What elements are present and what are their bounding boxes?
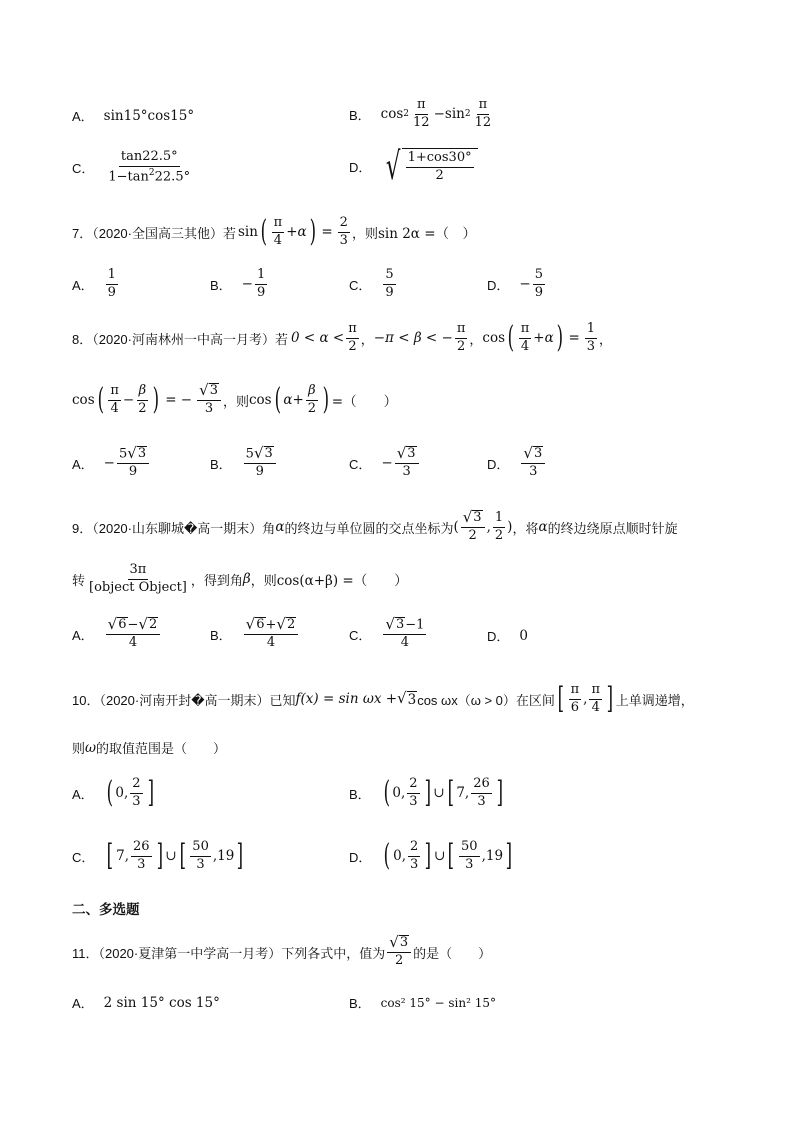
- section-heading: 二、多选题: [72, 902, 140, 917]
- q9-option-a[interactable]: A． √ 6 − √ 2 4: [72, 617, 162, 651]
- q9-option-c[interactable]: C． √ 3 −1 4: [349, 615, 425, 651]
- frac: $\frac{\pi}{12}$: [413, 97, 430, 130]
- q8-option-c[interactable]: C． − √ 3 3: [349, 446, 421, 480]
- q6-option-c[interactable]: C． $\frac{\tan 22.5^\circ}{1-\tan^222.5^\circ}$: [72, 149, 191, 185]
- q7-option-b[interactable]: B． − $\frac{1}{9}$: [210, 267, 266, 300]
- q9-stem-line2: 转 $\frac{3\pi}{\text{[object Object]}}$ ，得到角 β ，则 cos(α+β) =（ ）: [72, 562, 408, 595]
- q9-stem: 9．（2020·山东聊城�高一期末）角 α 的终边与单位圆的交点坐标为 ( √ 3 2 , $\frac{1}{2}$ ) ，将 α 的终边绕原点顺时针旋: [72, 508, 678, 544]
- q6-option-b[interactable]: B． cos 2 $\frac{\pi}{12}$ − sin 2 $\frac{\pi}{12}$: [349, 97, 492, 130]
- q11-stem: 11．（2020·夏津第一中学高一月考）下列各式中，值为 √ 3 2 的是（ ）: [72, 933, 492, 969]
- q10-option-d[interactable]: D． ( 0, $\frac{2}{3}$ ] ∪ [ $\frac{50}{3}$ ,19 ]: [349, 838, 513, 874]
- frac: $\frac{\tan 22.5^\circ}{1-\tan^222.5^\circ}$: [108, 149, 191, 185]
- q8-stem-line2: cos ( $\frac{\pi}{4}$ − $\frac{\beta}{2}$ ) = − √ 3 3 ，则 cos ( α + $\frac{\beta}{2}$ ) =（ ）: [72, 381, 398, 418]
- q10-option-c[interactable]: C． [ 7, $\frac{26}{3}$ ] ∪ [ $\frac{50}{3}$ ,19 ]: [72, 838, 244, 874]
- q9-option-d[interactable]: D． 0: [487, 627, 528, 644]
- q10-stem-line2: 则 ω 的取值范围是（ ）: [72, 739, 227, 756]
- q7-option-c[interactable]: C． $\frac{5}{9}$: [349, 267, 394, 300]
- q8-stem: 8．（2020·河南林州一中高一月考）若 0 < α < $\frac{\pi}{2}$ ， −π < β < − $\frac{\pi}{2}$ ， cos ( $\frac{\pi}{4}$ + α ) = $\frac{1}{3}$ ，: [72, 320, 613, 356]
- frac: $\frac{\pi}{12}$: [474, 97, 492, 130]
- q10-option-a[interactable]: A． ( 0, $\frac{2}{3}$ ]: [72, 775, 154, 811]
- q6-option-d[interactable]: D． √ $\frac{1+\cos 30^\circ}{2}$: [349, 148, 478, 184]
- q8-option-b[interactable]: B． 5 √ 3 9: [210, 446, 278, 480]
- q7-stem: 7．（2020·全国高三其他）若 sin ( $\frac{\pi}{4}$ + α ) = $\frac{2}{3}$ ，则 sin 2α =（ ）: [72, 214, 477, 250]
- q11-option-b[interactable]: B． cos² 15° − sin² 15°: [349, 995, 496, 1011]
- q10-option-b[interactable]: B． ( 0, $\frac{2}{3}$ ] ∪ [ 7, $\frac{26}{3}$ ]: [349, 775, 503, 811]
- q8-option-d[interactable]: D． √ 3 3: [487, 446, 547, 480]
- sqrt: √ $\frac{1+\cos 30^\circ}{2}$: [381, 148, 477, 184]
- q10-stem: 10．（2020·河南开封�高一期末）已知 f(x) = sin ωx + √ 3 cos ωx（ω > 0）在区间 [ $\frac{\pi}{6}$ , $\frac{\pi}{4}$ ] 上单调递增，: [72, 681, 694, 717]
- q11-option-a[interactable]: A． 2 sin 15° cos 15°: [72, 994, 220, 1011]
- q8-option-a[interactable]: A． − 5 √ 3 9: [72, 446, 151, 480]
- q6-option-a[interactable]: A． sin15°cos15°: [72, 107, 195, 124]
- q7-option-a[interactable]: A． $\frac{1}{9}$: [72, 267, 116, 300]
- q7-option-d[interactable]: D． − $\frac{5}{9}$: [487, 267, 543, 300]
- q9-option-b[interactable]: B． √ 6 + √ 2 4: [210, 617, 300, 651]
